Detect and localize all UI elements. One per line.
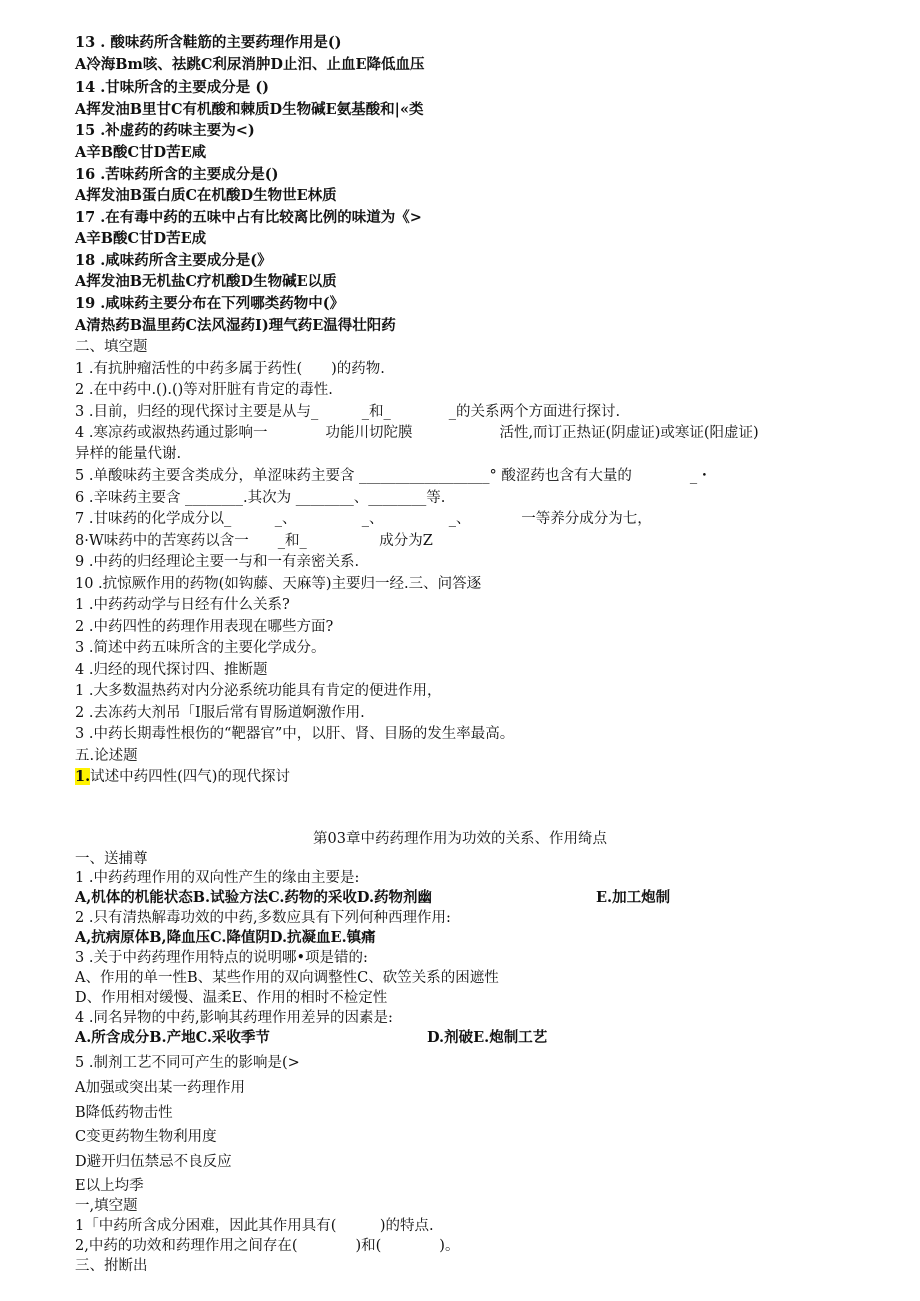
- qa-2: 2 .中药四性的药理作用表现在哪些方面?: [75, 619, 334, 635]
- fill-8: 8·W味药中的苦寒药以含一 _和_ 成分为Z: [75, 533, 433, 549]
- judge-1: 1 .大多数温热药对内分泌系统功能具有肯定的便进作用，: [75, 683, 442, 699]
- options-16: A挥发油B蛋白质C在机酸D生物世E林质: [75, 187, 337, 204]
- ch3-section-heading-judge: 三、拊断出: [75, 1258, 148, 1274]
- ch3-question-5: 5 .制剂工艺不同可产生的影响是(>: [75, 1055, 300, 1071]
- question-17: 17 .在有毒中药的五味中占有比较离比例的味道为《>: [75, 209, 422, 226]
- essay-1-text: 试述中药四性(四气)的现代探讨: [90, 769, 290, 785]
- ch3-options-4b: D.剂破E.炮制工艺: [427, 1029, 548, 1046]
- options-19: A清热药B温里药C法风湿药I)理气药E温得壮阳药: [75, 317, 396, 334]
- judge-3: 3 .中药长期毒性根伤的“靶器官”中，以肝、肾、目肠的发生率最高。: [75, 726, 515, 742]
- chapter-title: 第03章中药药理作用为功效的关系、作用绮点: [313, 831, 607, 847]
- ch3-question-1: 1 .中药药理作用的双向性产生的缘由主要是:: [75, 870, 360, 886]
- section-heading-choice: 一、送捕尊: [75, 851, 148, 867]
- ch3-fill-1: 1「中药所含成分困难，因此其作用具有( )的特点.: [75, 1218, 434, 1234]
- ch3-options-3a: A、作用的单一性B、某些作用的双向调整性C、砍笠关系的困遮性: [75, 970, 499, 986]
- ch3-option-5e: E以上均季: [75, 1178, 144, 1194]
- ch3-section-heading-fill: 一,填空题: [75, 1198, 138, 1214]
- section-heading-fill: 二、填空题: [75, 339, 148, 355]
- qa-4: 4 .归经的现代探讨四、推断题: [75, 662, 268, 678]
- question-13: 13 . 酸味药所含鞋筋的主要药理作用是(): [75, 34, 342, 51]
- question-16: 16 .苦味药所含的主要成分是(): [75, 166, 279, 183]
- ch3-fill-2: 2,中药的功效和药理作用之间存在( )和( )。: [75, 1238, 460, 1254]
- ch3-options-3b: D、作用相对缓慢、温柔E、作用的相时不检定性: [75, 990, 388, 1006]
- judge-2: 2 .去冻药大剂吊「I服后常有胃肠道婀激作用.: [75, 705, 365, 721]
- fill-1: 1 .有抗肿瘤活性的中药多属于药性( )的药物.: [75, 361, 385, 377]
- ch3-option-5d: D避开归伍禁忌不良反应: [75, 1154, 232, 1170]
- question-19: 19 .咸味药主要分布在下列哪类药物中(》: [75, 295, 345, 312]
- fill-6: 6 .辛味药主要含 ________.其次为 ________、________等.: [75, 490, 446, 506]
- question-14: 14 .甘味所含的主要成分是 (): [75, 79, 270, 96]
- qa-1: 1 .中药药动学与日经有什么关系?: [75, 597, 290, 613]
- fill-4-cont: 异样的能量代谢.: [75, 446, 182, 462]
- essay-1: [75, 767, 290, 787]
- fill-2: 2 .在中药中.().()等对肝脏有肯定的毒性.: [75, 382, 333, 398]
- ch3-options-2: A,抗病原体B,降血压C.降值阴D.抗凝血E.镇痛: [75, 929, 376, 946]
- ch3-question-3: 3 .关于中药药理作用特点的说明哪•项是错的:: [75, 950, 368, 966]
- options-17: A辛B酸C甘D苦E成: [75, 230, 207, 247]
- ch3-options-1: A,机体的机能状态B.试验方法C.药物的采收D.药物剂幽: [75, 889, 433, 906]
- options-13: A冷海Bm咳、祛跳C利尿消肿D止汨、止血E降低血压: [75, 56, 425, 73]
- options-15: A辛B酸C甘D苦E咸: [75, 144, 207, 161]
- ch3-option-5c: C变更药物生物利用度: [75, 1129, 217, 1145]
- fill-9: 9 .中药的归经理论主要一与和一有亲密关系.: [75, 554, 360, 570]
- fill-7: 7 .甘味药的化学成分以_ _、 _、 _、 一等养分成分为七，: [75, 511, 652, 527]
- ch3-question-2: 2 .只有清热解毒功效的中药,多数应具有下列何种西理作用:: [75, 910, 451, 926]
- question-15: 15 .补虚药的药味主要为<): [75, 122, 255, 139]
- fill-4: 4 .寒凉药或淑热药通过影响一 功能川切陀膜 活性,而订正热证(阴虚证)或寒证(阳虚证): [75, 425, 759, 441]
- section-heading-essay: 五.论述题: [75, 748, 138, 764]
- qa-3: 3 .简述中药五味所含的主要化学成分。: [75, 640, 326, 656]
- ch3-option-5b: B降低药物击性: [75, 1105, 173, 1121]
- ch3-options-4a: A.所含成分B.产地C.采收季节: [75, 1029, 270, 1046]
- ch3-option-5a: A加强或突出某一药理作用: [75, 1080, 245, 1096]
- ch3-question-4: 4 .同名异物的中药,影响其药理作用差异的因素是:: [75, 1010, 393, 1026]
- question-18: 18 .咸味药所含主要成分是(》: [75, 252, 272, 269]
- fill-3: 3 .目前，归经的现代探讨主要是从与_ _和_ _的关系两个方面进行探讨.: [75, 404, 621, 420]
- essay-number-highlight: 1.: [75, 768, 91, 785]
- options-14: A挥发油B里甘C有机酸和棘质D生物碱E氨基酸和|«类: [75, 101, 424, 118]
- fill-5: 5 .单酸味药主要含类成分，单涩味药主要含 __________________° 酸涩药也含有大量的 _・: [75, 468, 712, 484]
- ch3-options-1-e: E.加工炮制: [596, 889, 671, 906]
- fill-10: 10 .抗惊厥作用的药物(如钩藤、天麻等)主要归一经.三、问答逐: [75, 576, 482, 592]
- options-18: A挥发油B无机盐C疗机酸D生物碱E以质: [75, 273, 337, 290]
